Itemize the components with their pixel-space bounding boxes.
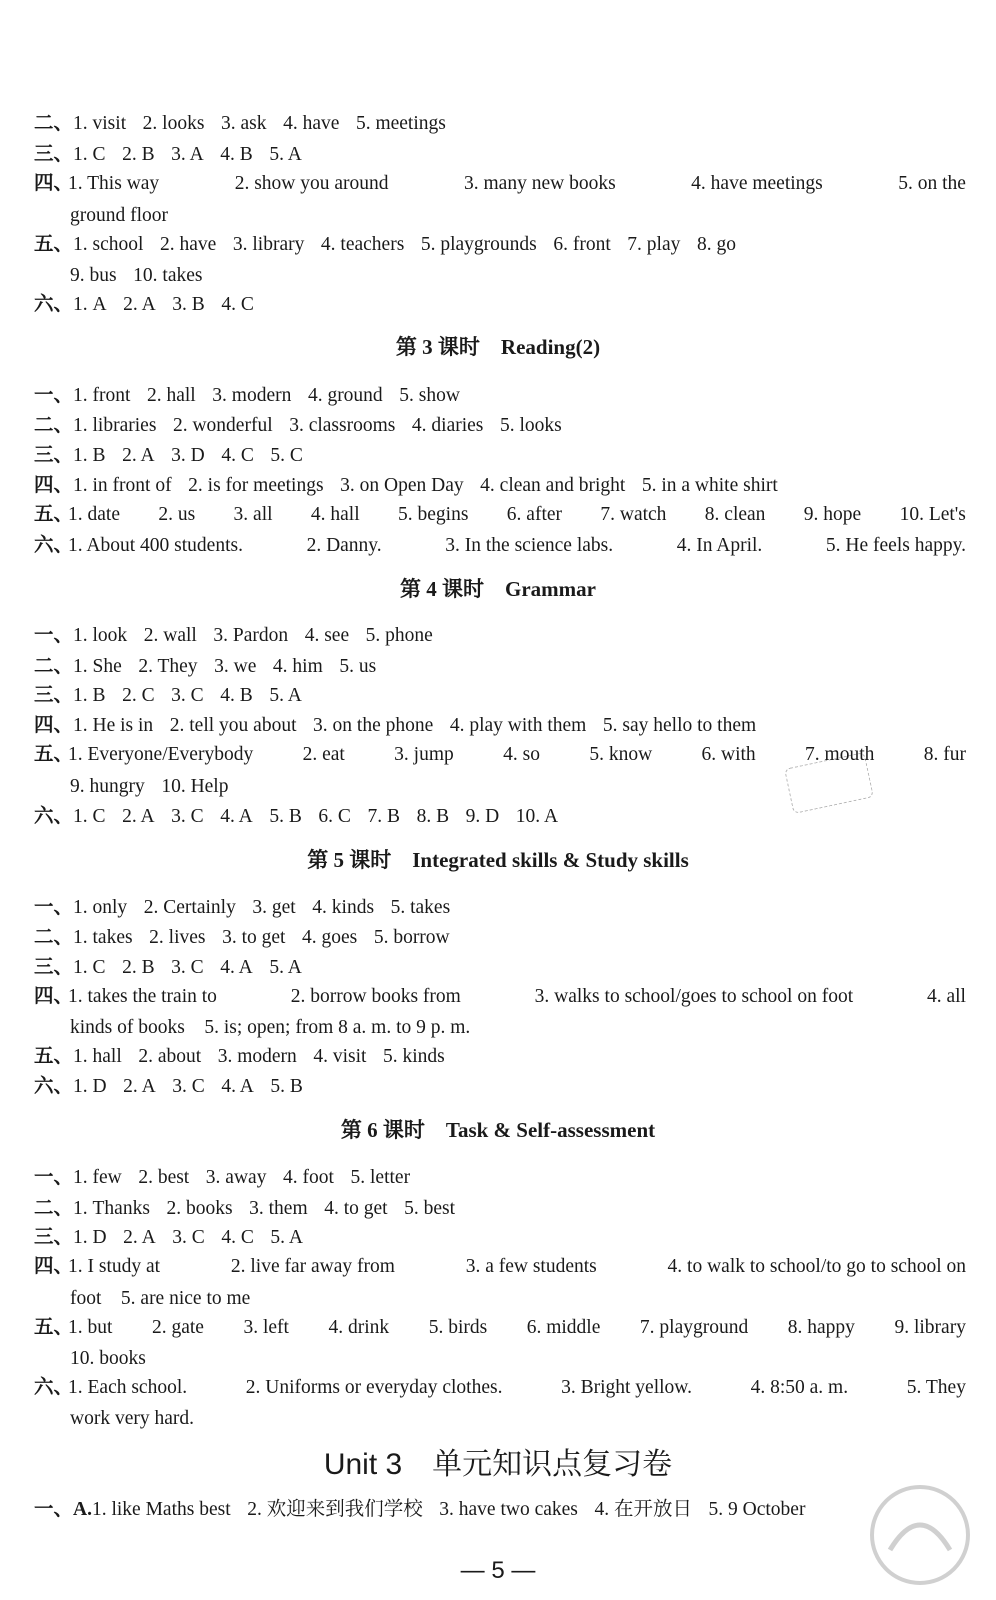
answer-item: 2. A [122,445,155,466]
answer-item: 4. ground [307,385,383,406]
answer-item: 5. best [404,1198,456,1219]
answer-item: 5. A [270,1227,303,1248]
answer-item: 1. libraries [73,415,157,436]
answer-line [34,892,966,923]
answer-item: 2. 欢迎来到我们学校 [247,1499,423,1520]
question-group-label: 三、 [34,957,74,978]
answer-item: 3. walks to school/goes to school on foot [534,986,854,1007]
answer-line [34,108,966,139]
answer-line [34,380,966,411]
answer-continuation [70,1343,966,1374]
answer-item: 9. bus [70,265,117,286]
answer-item: 5. playgrounds [420,234,537,255]
answer-item: 4. all [926,986,966,1007]
answer-item: 1. school [73,234,144,255]
question-group-label: 三、 [34,445,74,466]
answer-line [34,168,966,199]
answer-line [34,739,966,770]
answer-item: 2. tell you about [169,715,297,736]
answer-item: 3. Bright yellow. [561,1377,692,1398]
answer-item: 2. Certainly [143,897,236,918]
section-heading: 第 6 课时 Task & Self-assessment [340,1118,656,1142]
answer-item: 9. library [894,1317,966,1338]
answer-item: 8. go [696,234,736,255]
answer-item: 3. C [171,685,204,706]
answer-item: 4. see [304,625,350,646]
answer-item: 2. B [122,957,155,978]
question-group-label: 六、 [34,1377,74,1398]
answer-item: 1. Each school. [68,1377,188,1398]
answer-item: 10. books [70,1348,146,1369]
answer-item: 9. D [465,806,500,827]
answer-item: 1. few [73,1167,122,1188]
question-group-label: 一、A. [34,1499,92,1520]
answer-item: 3. get [252,897,296,918]
answer-item: 4. diaries [411,415,484,436]
answer-item: 2. wonderful [172,415,273,436]
answer-item: 4. play with them [449,715,587,736]
answer-line [34,139,966,170]
answer-item: 1. She [73,656,122,677]
answer-item: 4. drink [328,1317,390,1338]
answer-line [34,1193,966,1224]
answer-item: 5. phone [365,625,433,646]
answer-item: 1. like Maths best [91,1499,231,1520]
answer-item: 3. on Open Day [340,475,464,496]
question-group-label: 一、 [34,1167,74,1188]
question-group-label: 四、 [34,1256,74,1277]
answer-item: 5. A [269,144,302,165]
answer-line [34,499,966,530]
question-group-label: 五、 [34,504,74,525]
answer-item: 6. after [506,504,563,525]
answer-item: 2. A [122,806,155,827]
answer-item: 2. hall [146,385,196,406]
question-group-label: 四、 [34,173,74,194]
answer-item: 4. C [221,445,254,466]
answer-item: 5. looks [499,415,562,436]
answer-item: 2. borrow books from [290,986,461,1007]
question-group-label: 五、 [34,234,74,255]
answer-item: 5. kinds [383,1046,445,1067]
answer-item: 1. B [73,445,106,466]
answer-item: 1. in front of [73,475,172,496]
answer-line [34,620,966,651]
answer-continuation [70,260,966,291]
answer-line [34,440,966,471]
answer-item: 2. A [123,1076,156,1097]
answer-item: 9. hungry [70,776,145,797]
answer-item: 2. wall [143,625,197,646]
answer-continuation: ground floor [70,205,169,226]
answer-item: 5. in a white shirt [641,475,778,496]
answer-item: 2. B [122,144,155,165]
answer-item: 3. B [172,294,205,315]
answer-item: 5. takes [390,897,451,918]
answer-line [34,530,966,561]
answer-item: 3. modern [217,1046,297,1067]
answer-line [34,289,966,320]
question-group-label: 三、 [34,685,74,706]
answer-item: 4. A [221,1076,254,1097]
answer-item: 3. modern [212,385,292,406]
answer-item: 2. show you around [234,173,389,194]
answer-item: 2. C [122,685,155,706]
answer-item: 7. watch [600,504,667,525]
answer-item: 2. They [138,656,198,677]
question-group-label: 二、 [34,656,74,677]
question-group-label: 五、 [34,1046,74,1067]
answer-item: 6. with [701,744,756,765]
answer-item: 3. ask [221,113,267,134]
answer-item: 3. C [171,957,204,978]
answer-item: 4. have meetings [691,173,823,194]
answer-item: 2. eat [302,744,345,765]
answer-item: 1. This way [68,173,160,194]
question-group-label: 四、 [34,715,74,736]
answer-item: 1. front [73,385,131,406]
answer-item: 1. Thanks [73,1198,150,1219]
question-group-label: 五、 [34,744,74,765]
answer-item: 5. B [269,806,302,827]
section-heading: 第 3 课时 Reading(2) [395,335,601,359]
question-group-label: 三、 [34,1227,74,1248]
answer-item: 5. He feels happy. [825,535,966,556]
answer-line [34,470,966,501]
answer-item: 6. C [318,806,351,827]
answer-item: 1. only [73,897,128,918]
answer-item: 2. A [123,1227,156,1248]
answer-item: 3. C [172,1076,205,1097]
answer-item: 4. to get [324,1198,388,1219]
question-group-label: 六、 [34,535,74,556]
answer-item: 1. He is in [73,715,154,736]
answer-item: 4. clean and bright [480,475,626,496]
answer-line [34,922,966,953]
answer-item: 3. away [205,1167,267,1188]
question-group-label: 一、 [34,625,74,646]
answer-item: 1. Everyone/Everybody [68,744,254,765]
answer-item: 1. visit [73,113,127,134]
answer-item: 7. play [627,234,681,255]
answer-line [34,1162,966,1193]
answer-item: 2. gate [151,1317,204,1338]
question-group-label: 二、 [34,927,74,948]
answer-item: 5. They [906,1377,966,1398]
answer-line [34,981,966,1012]
answer-item: 10. Let's [899,504,966,525]
answer-item: 2. have [160,234,217,255]
answer-line [34,651,966,682]
answer-item: 2. Uniforms or everyday clothes. [245,1377,503,1398]
answer-item: 4. him [272,656,323,677]
answer-item: 7. mouth [805,744,875,765]
answer-item: 1. D [73,1076,107,1097]
answer-item: 4. so [503,744,540,765]
answer-item: 10. A [515,806,559,827]
answer-item: 2. us [158,504,196,525]
answer-item: 1. date [68,504,120,525]
answer-item: 3. library [232,234,305,255]
question-group-label: 六、 [34,294,74,315]
answer-item: 6. front [553,234,611,255]
answer-item: 4. In April. [676,535,763,556]
answer-item: 5. on the [898,173,966,194]
unit-title: Unit 3 单元知识点复习卷 [323,1448,673,1481]
answer-item: 7. playground [639,1317,749,1338]
answer-item: 4. have [283,113,340,134]
answer-item: 2. A [123,294,156,315]
answer-item: 3. left [243,1317,289,1338]
answer-item: 8. B [416,806,450,827]
answer-item: 3. D [171,445,205,466]
answer-item: 3. jump [394,744,454,765]
answer-item: 2. live far away from [230,1256,395,1277]
answer-item: 1. hall [73,1046,122,1067]
answer-item: 1. look [73,625,128,646]
answer-continuation: kinds of books 5. is; open; from 8 a. m. to 9 p. m. [70,1017,471,1038]
answer-item: 7. B [367,806,400,827]
answer-line [34,680,966,711]
answer-line [34,1372,966,1403]
answer-item: 8. clean [704,504,766,525]
answer-item: 10. takes [133,265,203,286]
answer-item: 5. birds [428,1317,488,1338]
answer-item: 3. Pardon [213,625,289,646]
answer-item: 5. meetings [355,113,446,134]
answer-item: 1. C [73,144,106,165]
answer-item: 4. visit [313,1046,367,1067]
answer-item: 1. takes the train to [68,986,217,1007]
answer-item: 3. all [233,504,273,525]
answer-item: 1. C [73,806,106,827]
answer-continuation: foot 5. are nice to me [70,1288,251,1309]
answer-item: 5. us [339,656,377,677]
answer-item: 9. hope [803,504,862,525]
answer-line [34,952,966,983]
answer-item: 4. B [220,144,253,165]
answer-item: 2. best [138,1167,190,1188]
question-group-label: 四、 [34,986,74,1007]
answer-line [34,1494,966,1525]
answer-item: 4. kinds [312,897,375,918]
answer-item: 3. have two cakes [439,1499,578,1520]
question-group-label: 二、 [34,1198,74,1219]
answer-item: 4. to walk to school/to go to school on [667,1256,966,1277]
answer-continuation [70,771,966,802]
answer-item: 3. to get [222,927,286,948]
answer-item: 5. say hello to them [602,715,757,736]
question-group-label: 六、 [34,1076,74,1097]
question-group-label: 二、 [34,415,74,436]
question-group-label: 五、 [34,1317,74,1338]
answer-item: 3. C [171,806,204,827]
answer-item: 3. on the phone [313,715,434,736]
answer-item: 1. A [73,294,107,315]
answer-item: 4. 8:50 a. m. [750,1377,849,1398]
page-number: — 5 — [460,1557,536,1584]
section-heading: 第 5 课时 Integrated skills & Study skills [307,848,689,872]
answer-item: 3. we [214,656,257,677]
answer-item: 5. A [269,685,302,706]
answer-line [34,1251,966,1282]
answer-item: 5. show [399,385,460,406]
answer-item: 1. D [73,1227,107,1248]
answer-line [34,801,966,832]
answer-item: 2. books [166,1198,233,1219]
answer-item: 3. In the science labs. [445,535,614,556]
answer-line [34,229,966,260]
answer-item: 1. takes [73,927,133,948]
question-group-label: 三、 [34,144,74,165]
answer-item: 5. letter [350,1167,411,1188]
question-group-label: 四、 [34,475,74,496]
answer-item: 3. a few students [465,1256,597,1277]
question-group-label: 二、 [34,113,74,134]
answer-item: 10. Help [161,776,229,797]
answer-line [34,1071,966,1102]
answer-item: 4. C [221,1227,254,1248]
answer-item: 3. classrooms [289,415,396,436]
answer-line [34,1312,966,1343]
section-heading: 第 4 课时 Grammar [400,577,596,601]
answer-item: 5. begins [398,504,469,525]
answer-item: 3. many new books [464,173,616,194]
answer-item: 4. goes [302,927,358,948]
answer-item: 4. C [221,294,254,315]
answer-item: 8. fur [923,744,966,765]
answer-item: 4. 在开放日 [594,1499,692,1520]
answer-line [34,1222,966,1253]
question-group-label: 一、 [34,897,74,918]
answer-continuation: work very hard. [70,1408,194,1429]
question-group-label: 一、 [34,385,74,406]
answer-item: 2. is for meetings [188,475,324,496]
answer-item: 1. C [73,957,106,978]
answer-item: 2. Danny. [306,535,382,556]
answer-line [34,710,966,741]
answer-item: 6. middle [526,1317,601,1338]
answer-item: 5. C [270,445,303,466]
answer-item: 4. teachers [320,234,405,255]
answer-item: 4. hall [310,504,360,525]
answer-item: 5. know [589,744,653,765]
answer-item: 2. about [138,1046,202,1067]
answer-item: 2. lives [149,927,206,948]
answer-item: 4. A [220,957,253,978]
answer-item: 5. A [269,957,302,978]
answer-item: 4. B [220,685,253,706]
question-group-label: 六、 [34,806,74,827]
answer-item: 4. foot [283,1167,334,1188]
answer-item: 1. About 400 students. [68,535,243,556]
answer-item: 3. A [171,144,204,165]
answer-item: 1. B [73,685,106,706]
answer-item: 1. I study at [68,1256,161,1277]
answer-item: 3. them [249,1198,308,1219]
answer-item: 5. borrow [373,927,450,948]
answer-line [34,410,966,441]
answer-item: 5. 9 October [708,1499,806,1520]
answer-item: 8. happy [787,1317,855,1338]
answer-item: 1. but [68,1317,113,1338]
answer-line [34,1041,966,1072]
answer-item: 3. C [172,1227,205,1248]
answer-item: 2. looks [142,113,205,134]
answer-item: 5. B [270,1076,303,1097]
answer-item: 4. A [220,806,253,827]
